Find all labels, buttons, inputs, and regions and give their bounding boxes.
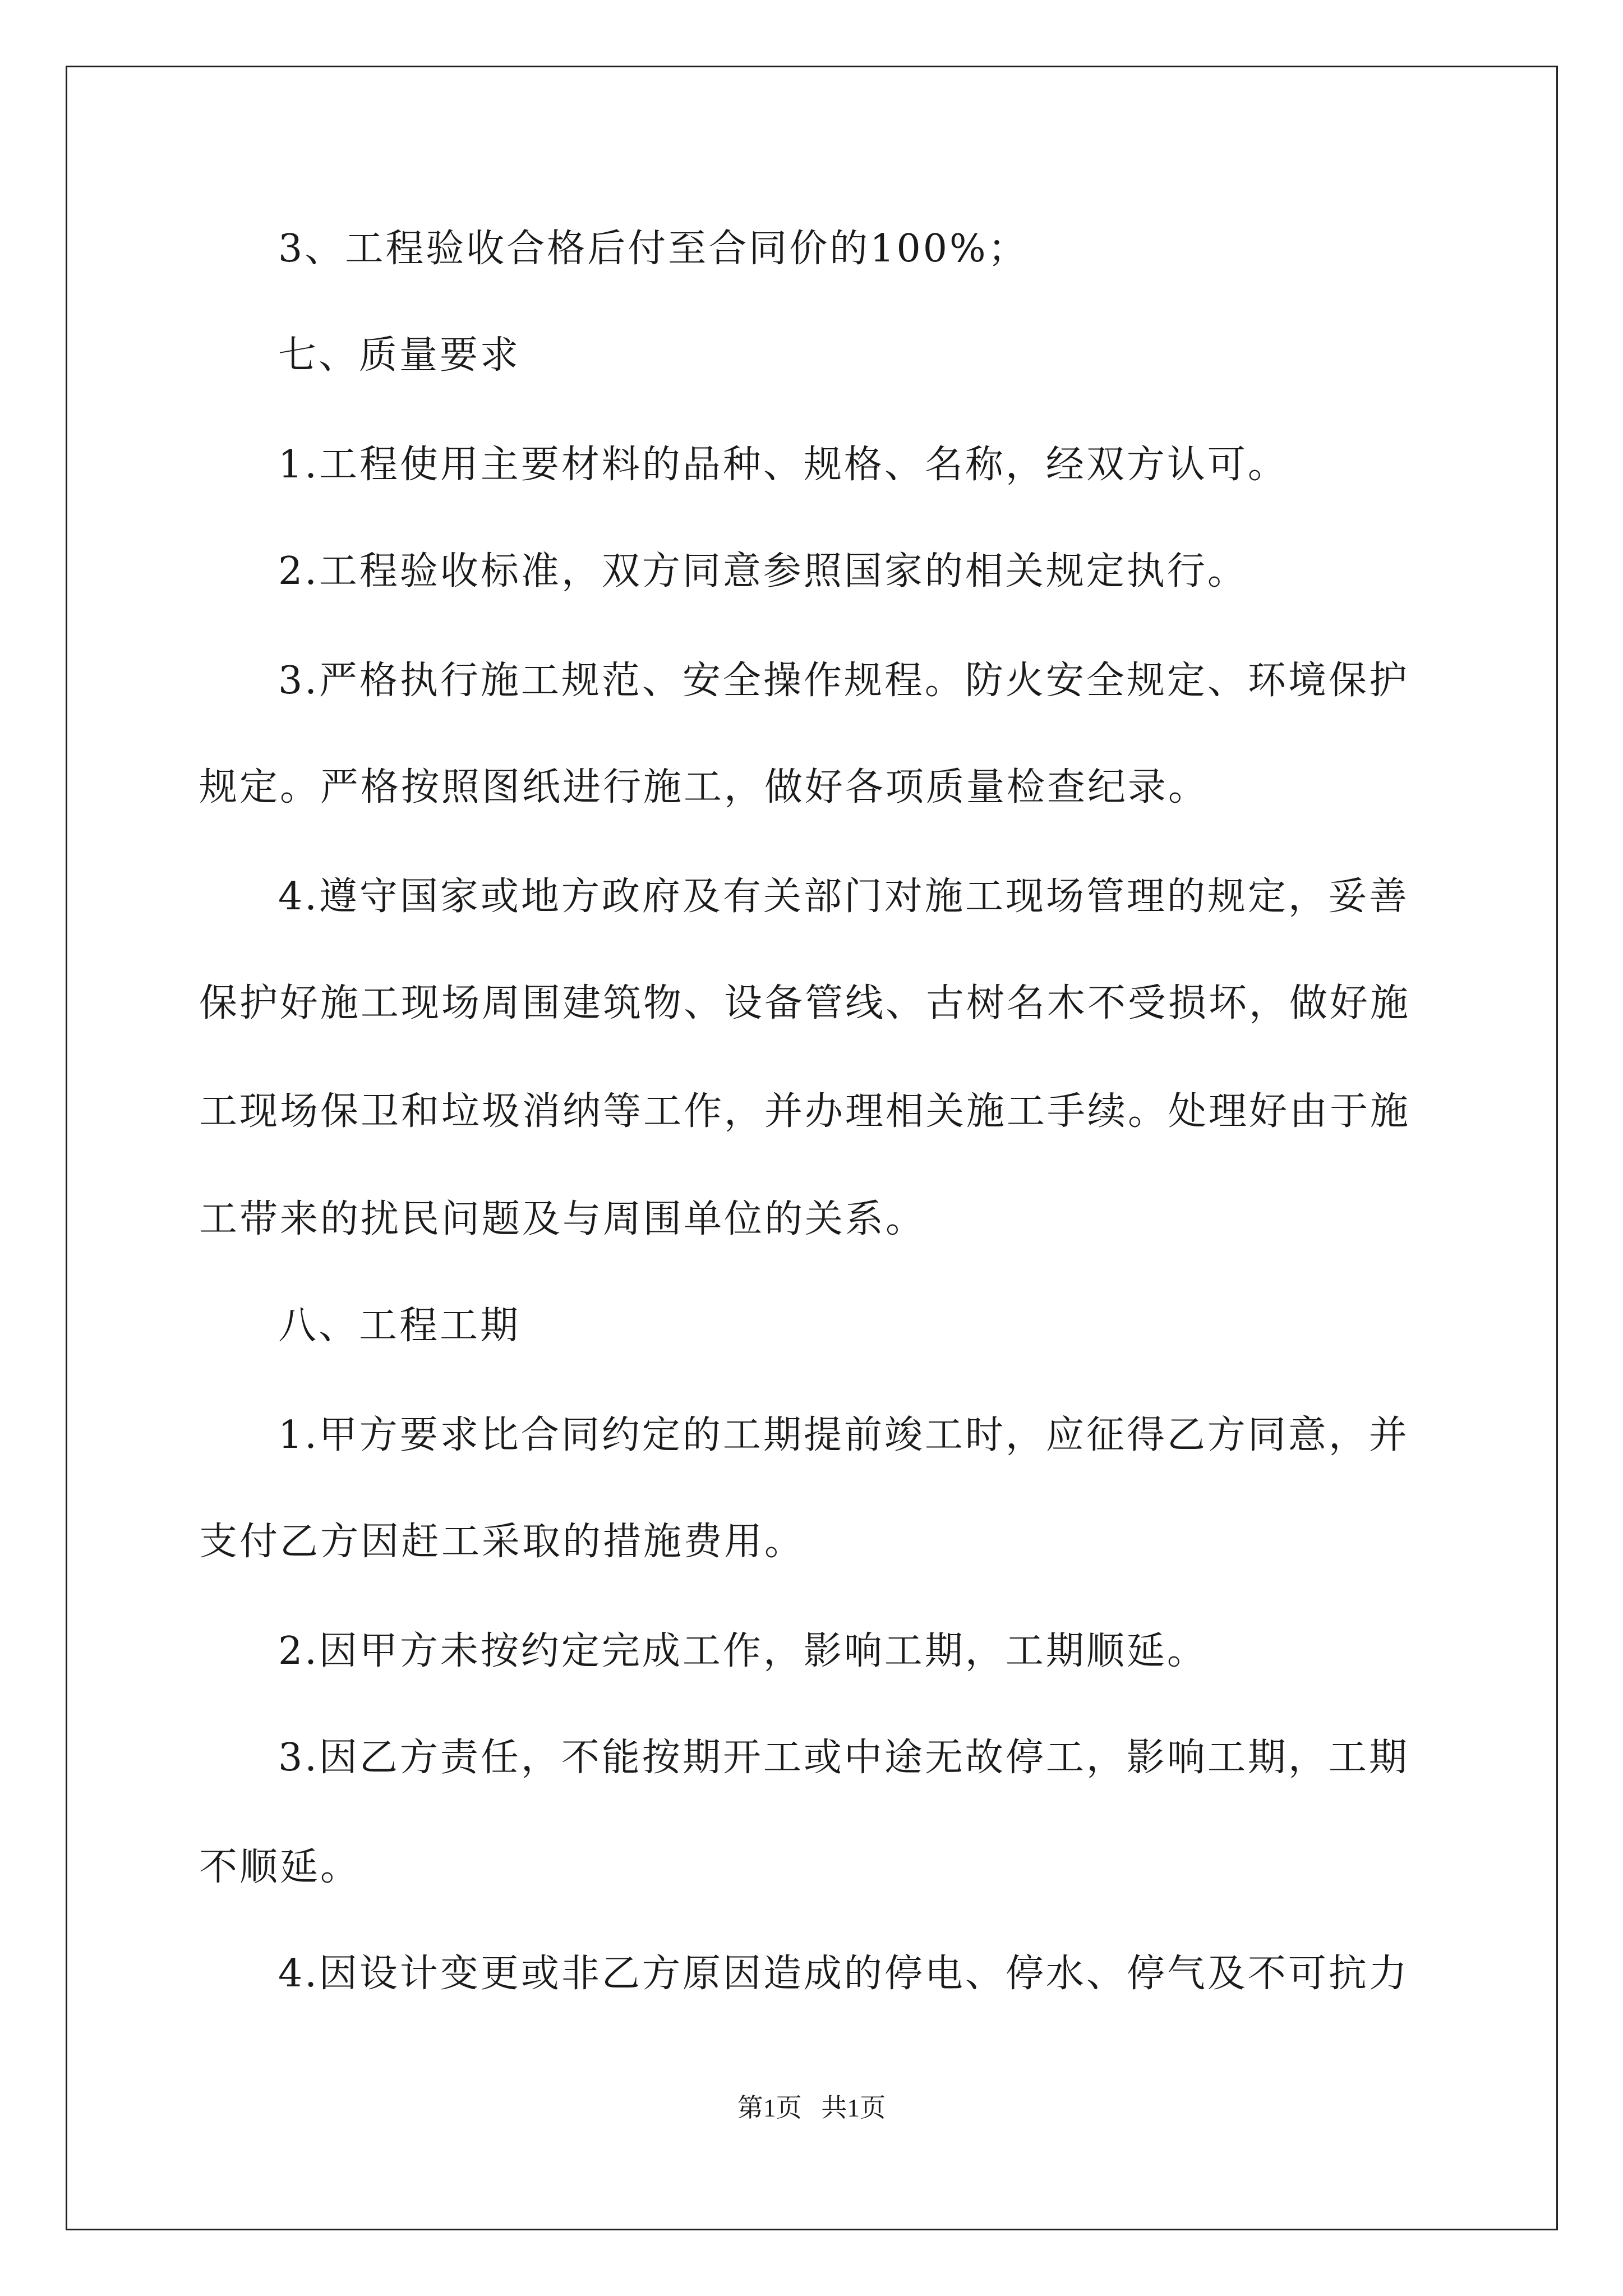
paragraph-line: 不顺延。: [199, 1845, 361, 1889]
paragraph-line: 3.严格执行施工规范、安全操作规程。防火安全规定、环境保护: [278, 659, 1409, 703]
page-border: [66, 66, 1558, 2230]
paragraph-line: 4.因设计变更或非乙方原因造成的停电、停水、停气及不可抗力: [278, 1952, 1409, 1996]
paragraph-line: 3、工程验收合格后付至合同价的100%；: [278, 227, 1029, 271]
paragraph-line: 1.甲方要求比合同约定的工期提前竣工时，应征得乙方同意，并: [278, 1413, 1409, 1457]
paragraph-line: 保护好施工现场周围建筑物、设备管线、古树名木不受损坏，做好施: [199, 981, 1411, 1025]
paragraph-line: 工带来的扰民问题及与周围单位的关系。: [199, 1197, 926, 1241]
paragraph-line: 4.遵守国家或地方政府及有关部门对施工现场管理的规定，妥善: [278, 875, 1409, 919]
paragraph-line: 规定。严格按照图纸进行施工，做好各项质量检查纪录。: [199, 765, 1209, 809]
paragraph-line: 1.工程使用主要材料的品种、规格、名称，经双方认可。: [278, 443, 1288, 487]
page-footer: 第1页 共1页: [737, 2093, 886, 2122]
section-heading-quality: 七、质量要求: [278, 333, 521, 378]
paragraph-line: 工现场保卫和垃圾消纳等工作，并办理相关施工手续。处理好由于施: [199, 1089, 1411, 1134]
section-heading-schedule: 八、工程工期: [278, 1304, 521, 1348]
paragraph-line: 支付乙方因赶工采取的措施费用。: [199, 1520, 805, 1564]
paragraph-line: 2.因甲方未按约定完成工作，影响工期，工期顺延。: [278, 1629, 1207, 1673]
paragraph-line: 2.工程验收标准，双方同意参照国家的相关规定执行。: [278, 549, 1248, 593]
paragraph-line: 3.因乙方责任，不能按期开工或中途无故停工，影响工期，工期: [278, 1736, 1409, 1780]
